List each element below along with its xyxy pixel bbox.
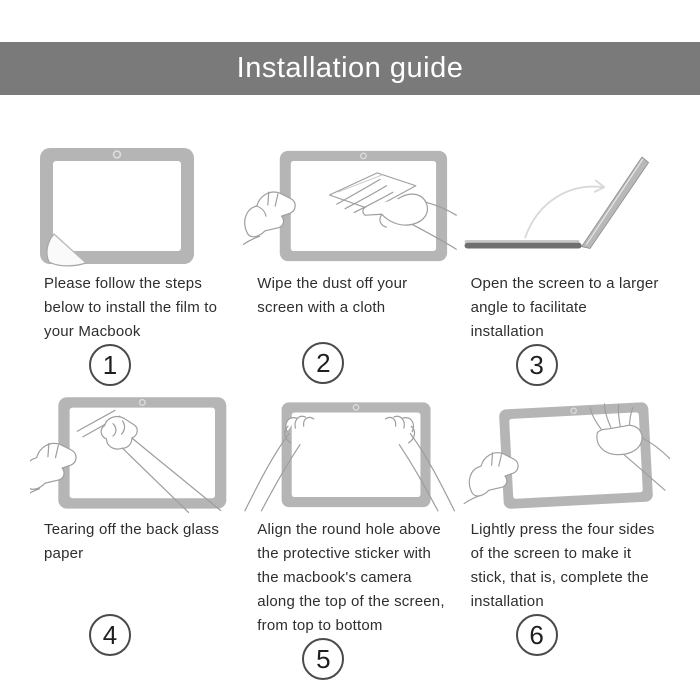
open-laptop-illustration	[457, 142, 670, 270]
step-cell-2	[243, 142, 456, 388]
open-arrow-icon	[525, 181, 604, 239]
steps-grid	[30, 142, 670, 674]
step-number-badge: 1	[89, 344, 131, 386]
step-cell-6	[457, 388, 670, 660]
step-cell-4	[30, 388, 243, 660]
step-caption: Lightly press the four sides of the screen to make it stick, that is, complete the installation	[470, 521, 655, 610]
step-number-badge: 5	[302, 638, 344, 680]
step-number-badge: 2	[302, 342, 344, 384]
press-sides-illustration	[457, 388, 670, 516]
align-protector-illustration	[243, 388, 456, 516]
step-cell-1	[30, 142, 243, 388]
camera-hole-icon	[361, 153, 367, 159]
screen-protector-peel-illustration	[30, 142, 243, 270]
camera-hole-icon	[354, 405, 360, 411]
step-caption: Wipe the dust off your screen with a cloth	[257, 275, 408, 316]
step-number-badge: 4	[89, 614, 131, 656]
page-title: Installation guide	[236, 52, 464, 84]
steps-row-2	[30, 388, 670, 674]
camera-hole-icon	[114, 151, 121, 158]
camera-hole-icon	[570, 408, 576, 414]
step-number-badge: 3	[516, 344, 558, 386]
steps-row-1	[30, 142, 670, 388]
wipe-screen-illustration	[243, 142, 456, 270]
camera-hole-icon	[139, 400, 145, 406]
laptop-screen-icon	[581, 157, 648, 249]
step-caption: Please follow the steps below to install the film to your Macbook	[44, 275, 218, 340]
tear-back-paper-illustration	[30, 388, 243, 516]
step-number-badge: 6	[516, 614, 558, 656]
step-cell-5	[243, 388, 456, 674]
step-caption: Tearing off the back glass paper	[44, 521, 220, 562]
step-caption: Align the round hole above the protective sticker with the macbook's camera along the top of the screen, from top to bottom	[257, 521, 445, 634]
laptop-base-icon	[464, 240, 581, 248]
step-caption: Open the screen to a larger angle to facilitate installation	[470, 275, 659, 340]
step-cell-3	[457, 142, 670, 388]
header-bar	[0, 42, 700, 95]
